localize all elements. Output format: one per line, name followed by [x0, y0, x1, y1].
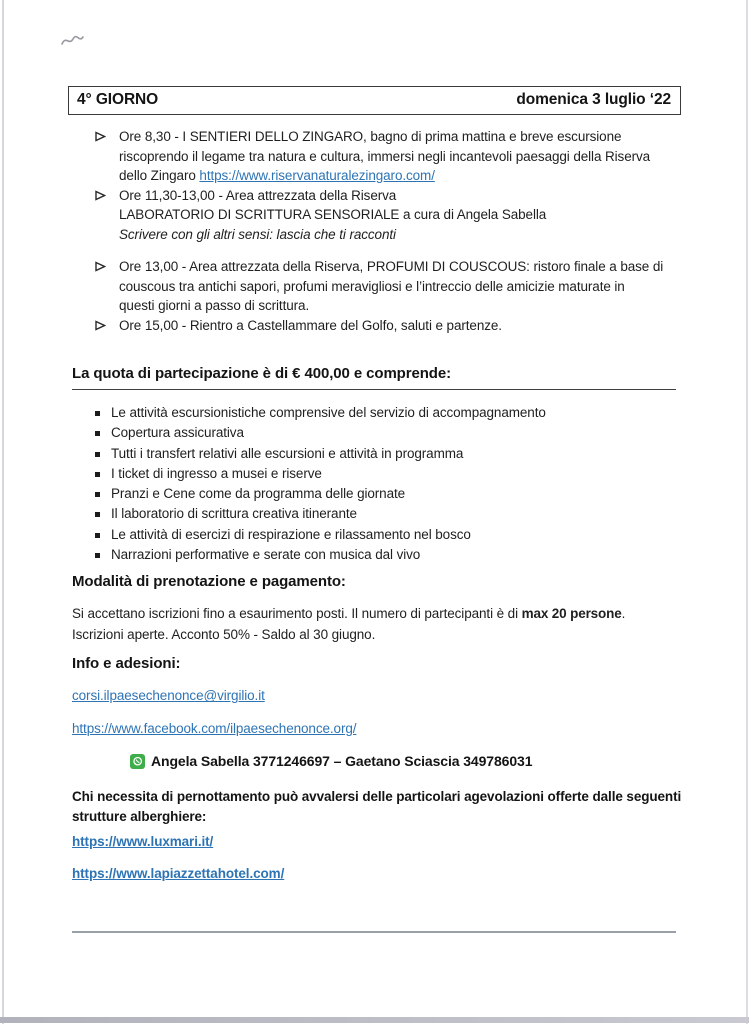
arrow-bullet-icon [95, 261, 106, 272]
quota-item [95, 423, 676, 443]
square-bullet-icon [95, 512, 100, 517]
square-bullet-icon [95, 553, 100, 558]
booking-heading: Modalità di prenotazione e pagamento: [72, 573, 346, 591]
square-bullet-icon [95, 492, 100, 497]
email-link[interactable]: corsi.ilpaesechenonce@virgilio.it [72, 688, 265, 704]
square-bullet-icon [95, 472, 100, 477]
accommodation-note [72, 787, 682, 826]
riservanaturalezingaro-link[interactable]: https://www.riservanaturalezingaro.com/ [199, 168, 435, 183]
lapiazzetta-row [72, 864, 676, 884]
schedule-text: Ore 8,30 - I SENTIERI DELLO ZINGARO, bagno di prima mattina e breve escursione [119, 129, 622, 144]
info-heading: Info e adesioni: [72, 655, 181, 673]
schedule-item-1300 [95, 257, 676, 316]
quota-item-text: I ticket di ingresso a musei e riserve [111, 465, 322, 481]
luxmari-link[interactable]: https://www.luxmari.it/ [72, 834, 214, 850]
quota-item [95, 403, 676, 423]
day-header-box [68, 86, 681, 115]
luxmari-row [72, 832, 676, 852]
arrow-bullet-icon [95, 190, 106, 201]
schedule-item-830 [95, 127, 676, 186]
quota-item [95, 444, 676, 464]
quota-item [95, 504, 676, 524]
accommodation-line2: strutture alberghiere: [72, 808, 207, 824]
contacts-row [72, 751, 676, 772]
facebook-link[interactable]: https://www.facebook.com/ilpaesechenonce.org/ [72, 720, 357, 736]
quota-item [95, 525, 676, 545]
booking-line1 [72, 603, 676, 624]
arrow-bullet-icon [95, 320, 106, 331]
schedule-text: dello Zingaro [119, 168, 200, 183]
email-row [72, 686, 676, 706]
schedule-text: Ore 11,30-13,00 - Area attrezzata della Riserva [119, 187, 397, 203]
quota-item [95, 545, 676, 565]
quota-item-text: Pranzi e Cene come da programma delle giornate [111, 486, 406, 502]
schedule-text: Ore 15,00 - Rientro a Castellammare del Golfo, saluti e partenze. [119, 317, 502, 333]
booking-paragraph [72, 603, 676, 645]
day-title: 4° GIORNO [77, 91, 159, 108]
quota-heading: La quota di partecipazione è di € 400,00 e comprende: [72, 365, 676, 390]
contacts-text: Angela Sabella 3771246697 – Gaetano Sciascia 349786031 [151, 753, 533, 770]
quota-item [95, 464, 676, 484]
schedule-list [95, 127, 676, 335]
schedule-text [119, 166, 676, 186]
square-bullet-icon [95, 533, 100, 538]
quota-item-text: Narrazioni performative e serate con musica dal vivo [111, 547, 421, 563]
schedule-text-italic: Scrivere con gli altri sensi: lascia che ti racconti [119, 226, 396, 242]
schedule-text: questi giorni a passo di scrittura. [119, 298, 310, 313]
quota-item-text: Le attività escursionistiche comprensive del servizio di accompagnamento [111, 405, 546, 420]
schedule-text: couscous tra antichi sapori, profumi meravigliosi e l’intreccio delle amicizie maturate in [119, 278, 625, 294]
schedule-text: Ore 13,00 - Area attrezzata della Riserva, PROFUMI DI COUSCOUS: ristoro finale a base di [119, 259, 664, 274]
quota-item-text: Le attività di esercizi di respirazione e rilassamento nel bosco [111, 526, 471, 542]
lapiazzetta-link[interactable]: https://www.lapiazzettahotel.com/ [72, 865, 285, 881]
quota-list [95, 403, 676, 565]
quota-item-text: Il laboratorio di scrittura creativa itinerante [111, 506, 357, 522]
booking-text: Si accettano iscrizioni fino a esaurimento posti. Il numero di partecipanti è di [72, 606, 522, 622]
quota-item-text: Copertura assicurativa [111, 425, 244, 441]
square-bullet-icon [95, 452, 100, 457]
schedule-item-1130 [95, 186, 676, 245]
schedule-text: LABORATORIO DI SCRITTURA SENSORIALE a cura di Angela Sabella [119, 207, 547, 222]
bottom-rule [72, 931, 676, 933]
booking-line2: Iscrizioni aperte. Acconto 50% - Saldo al 30 giugno. [72, 627, 376, 643]
arrow-bullet-icon [95, 131, 106, 142]
day-date: domenica 3 luglio ‘22 [516, 91, 671, 108]
schedule-item-1500 [95, 316, 676, 336]
quota-item-text: Tutti i transfert relativi alle escursioni e attività in programma [111, 445, 464, 461]
facebook-row [72, 719, 676, 739]
schedule-text: riscoprendo il legame tra natura e cultura, immersi negli incantevoli paesaggi della Riserva [119, 148, 651, 164]
booking-max-bold: max 20 persone [521, 606, 622, 622]
booking-text: . [621, 606, 626, 622]
square-bullet-icon [95, 411, 100, 416]
square-bullet-icon [95, 431, 100, 436]
whatsapp-icon [130, 754, 145, 769]
quota-item [95, 484, 676, 504]
accommodation-line1: Chi necessita di pernottamento può avvalersi delle particolari agevolazioni offerte dalle seguenti [72, 789, 682, 805]
